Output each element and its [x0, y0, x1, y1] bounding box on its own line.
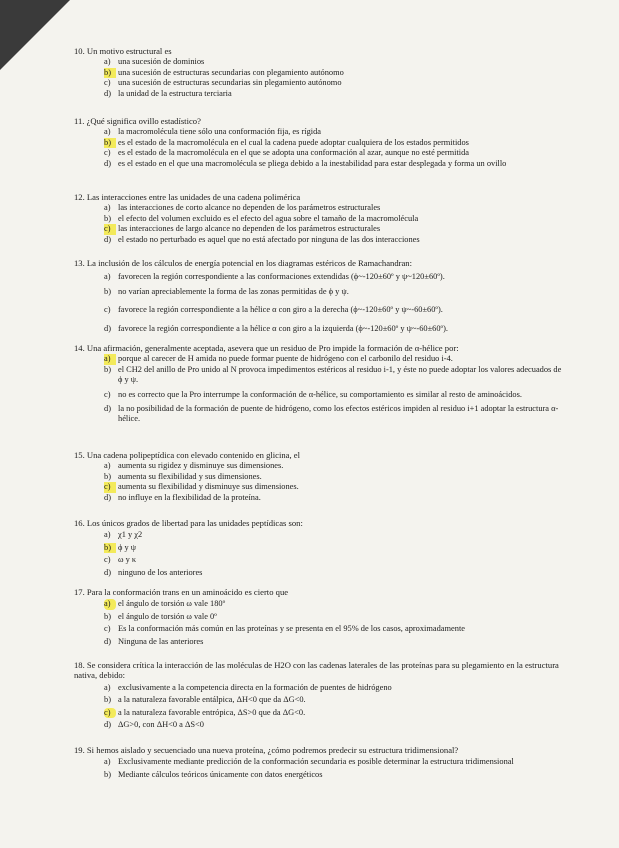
answer-highlight: a) [104, 599, 116, 609]
option-d[interactable]: d) no influye en la flexibilidad de la proteína. [104, 492, 261, 502]
option-b-selected[interactable]: b) ϕ y ψ [104, 542, 137, 552]
option-c-selected[interactable]: c) aumenta su flexibilidad y disminuye sus dimensiones. [104, 482, 299, 492]
option-a[interactable]: a) Exclusivamente mediante predicción de la conformación secundaria es posible determinar la estructura tridimensional [104, 757, 514, 767]
question-stem: 16. Los únicos grados de libertad para las unidades peptídicas son: [74, 518, 303, 528]
question-12 [74, 192, 564, 245]
option-a[interactable]: a) χ1 y χ2 [104, 530, 143, 540]
option-d[interactable]: d) es el estado en el que una macromolécula se pliega debido a la inestabilidad para estar desplegada y forma un ovillo [104, 158, 507, 168]
option-c-selected[interactable]: c) las interacciones de largo alcance no dependen de los parámetros estructurales [104, 224, 381, 234]
option-a-selected[interactable]: a) porque al carecer de H amida no puede formar puente de hidrógeno con el carbonilo del residuo i-4. [104, 354, 453, 364]
question-16 [74, 518, 564, 578]
option-b-selected[interactable]: b) es el estado de la macromolécula en el cual la cadena puede adoptar cualquiera de los estados permitidos [104, 137, 469, 147]
option-a[interactable]: a) exclusivamente a la competencia directa en la formación de puentes de hidrógeno [104, 682, 392, 692]
option-c[interactable]: c) ω y κ [104, 555, 137, 565]
question-19 [74, 745, 564, 780]
option-b[interactable]: b) el ángulo de torsión ω vale 0º [104, 611, 217, 621]
question-18 [74, 660, 564, 730]
option-c[interactable]: c) Es la conformación más común en las proteínas y se presenta en el 95% de los casos, aproximadamente [104, 624, 465, 634]
option-b[interactable]: b) a la naturaleza favorable entálpica, ΔH<0 que da ΔG<0. [104, 695, 306, 705]
answer-highlight: c) [104, 482, 116, 492]
option-b-selected[interactable]: b) una sucesión de estructuras secundarias con plegamiento autónomo [104, 67, 344, 77]
answer-highlight: b) [104, 138, 116, 148]
answer-highlight: b) [104, 543, 116, 553]
question-stem: 11. ¿Qué significa ovillo estadístico? [74, 116, 201, 126]
option-a[interactable]: a) las interacciones de corto alcance no dependen de los parámetros estructurales [104, 203, 381, 213]
option-b[interactable]: b) aumenta su flexibilidad y sus dimensiones. [104, 471, 262, 481]
option-c[interactable]: c) una sucesión de estructuras secundarias sin plegamiento autónomo [104, 78, 342, 88]
option-a[interactable]: a) favorecen la región correspondiente a las conformaciones extendidas (ϕ~-120±60º y ψ~120±60º). [104, 272, 445, 282]
option-d[interactable]: d) ninguno de los anteriores [104, 567, 203, 577]
option-b[interactable]: b) Mediante cálculos teóricos únicamente con datos energéticos [104, 769, 323, 779]
answer-highlight: a) [104, 354, 116, 364]
question-17 [74, 587, 564, 647]
option-c[interactable]: c) favorece la región correspondiente a la hélice α con giro a la derecha (ϕ~-120±60º y ψ~-60±60º). [104, 305, 443, 315]
option-c[interactable]: c) no es correcto que la Pro interrumpe la conformación de α-hélice, su comportamiento es similar al resto de aminoácidos. [104, 389, 522, 399]
option-d[interactable]: d) favorece la región correspondiente a la hélice α con giro a la izquierda (ϕ~-120±60º y ψ~-60±60º). [104, 323, 449, 333]
option-d[interactable]: d) Ninguna de las anteriores [104, 636, 204, 646]
question-15 [74, 450, 564, 503]
question-11 [74, 116, 564, 169]
answer-highlight: b) [104, 68, 116, 78]
option-d[interactable]: d) la no posibilidad de la formación de puente de hidrógeno, como los efectos estéricos impiden al residuo i+1 adoptar la estructura α-hélice. [104, 404, 559, 424]
option-d[interactable]: d) el estado no perturbado es aquel que no está afectado por ninguna de las dos interacciones [104, 234, 420, 244]
option-b[interactable]: b) el efecto del volumen excluido es el efecto del agua sobre el tamaño de la macromolécula [104, 213, 419, 223]
option-d[interactable]: d) ΔG>0, con ΔH<0 a ΔS<0 [104, 720, 204, 730]
question-stem: 19. Si hemos aislado y secuenciado una nueva proteína, ¿cómo podremos predecir su estructura tridimensional? [74, 745, 459, 755]
question-stem: 15. Una cadena polipeptídica con elevado contenido en glicina, el [74, 450, 300, 460]
question-10 [74, 46, 564, 99]
question-stem: 14. Una afirmación, generalmente aceptada, asevera que un residuo de Pro impide la formación de α-hélice por: [74, 343, 459, 353]
question-13 [74, 258, 564, 334]
option-c-selected[interactable]: c) a la naturaleza favorable entrópica, ΔS>0 que da ΔG<0. [104, 707, 306, 717]
question-stem: 18. Se considera crítica la interacción de las moléculas de H2O con las cadenas laterales de las proteínas para su plegamiento en la estructura nativa, debido: [74, 660, 559, 681]
question-stem: 10. Un motivo estructural es [74, 46, 172, 56]
option-a[interactable]: a) la macromolécula tiene sólo una conformación fija, es rígida [104, 127, 322, 137]
answer-highlight: c) [104, 224, 116, 234]
option-b[interactable]: b) el CH2 del anillo de Pro unido al N provoca impedimentos estéricos al residuo i-1, y éste no puede adoptar los valores adecuados de ϕ y ψ. [104, 364, 562, 385]
question-stem: 17. Para la conformación trans en un aminoácido es cierto que [74, 587, 289, 597]
option-b[interactable]: b) no varían apreciablemente la forma de las zonas permitidas de ϕ y ψ. [104, 286, 349, 296]
option-d[interactable]: d) la unidad de la estructura terciaria [104, 88, 232, 98]
option-c[interactable]: c) es el estado de la macromolécula en el que se adopta una conformación al azar, aunque no esté permitida [104, 148, 470, 158]
question-stem: 12. Las interacciones entre las unidades de una cadena polimérica [74, 192, 301, 202]
question-14 [74, 343, 564, 425]
option-a[interactable]: a) aumenta su rigidez y disminuye sus dimensiones. [104, 461, 284, 471]
answer-highlight: c) [104, 708, 116, 718]
option-a[interactable]: a) una sucesión de dominios [104, 57, 205, 67]
question-stem: 13. La inclusión de los cálculos de energía potencial en los diagramas estéricos de Ramachandran: [74, 258, 412, 268]
option-a-selected[interactable]: a) el ángulo de torsión ω vale 180º [104, 599, 226, 609]
